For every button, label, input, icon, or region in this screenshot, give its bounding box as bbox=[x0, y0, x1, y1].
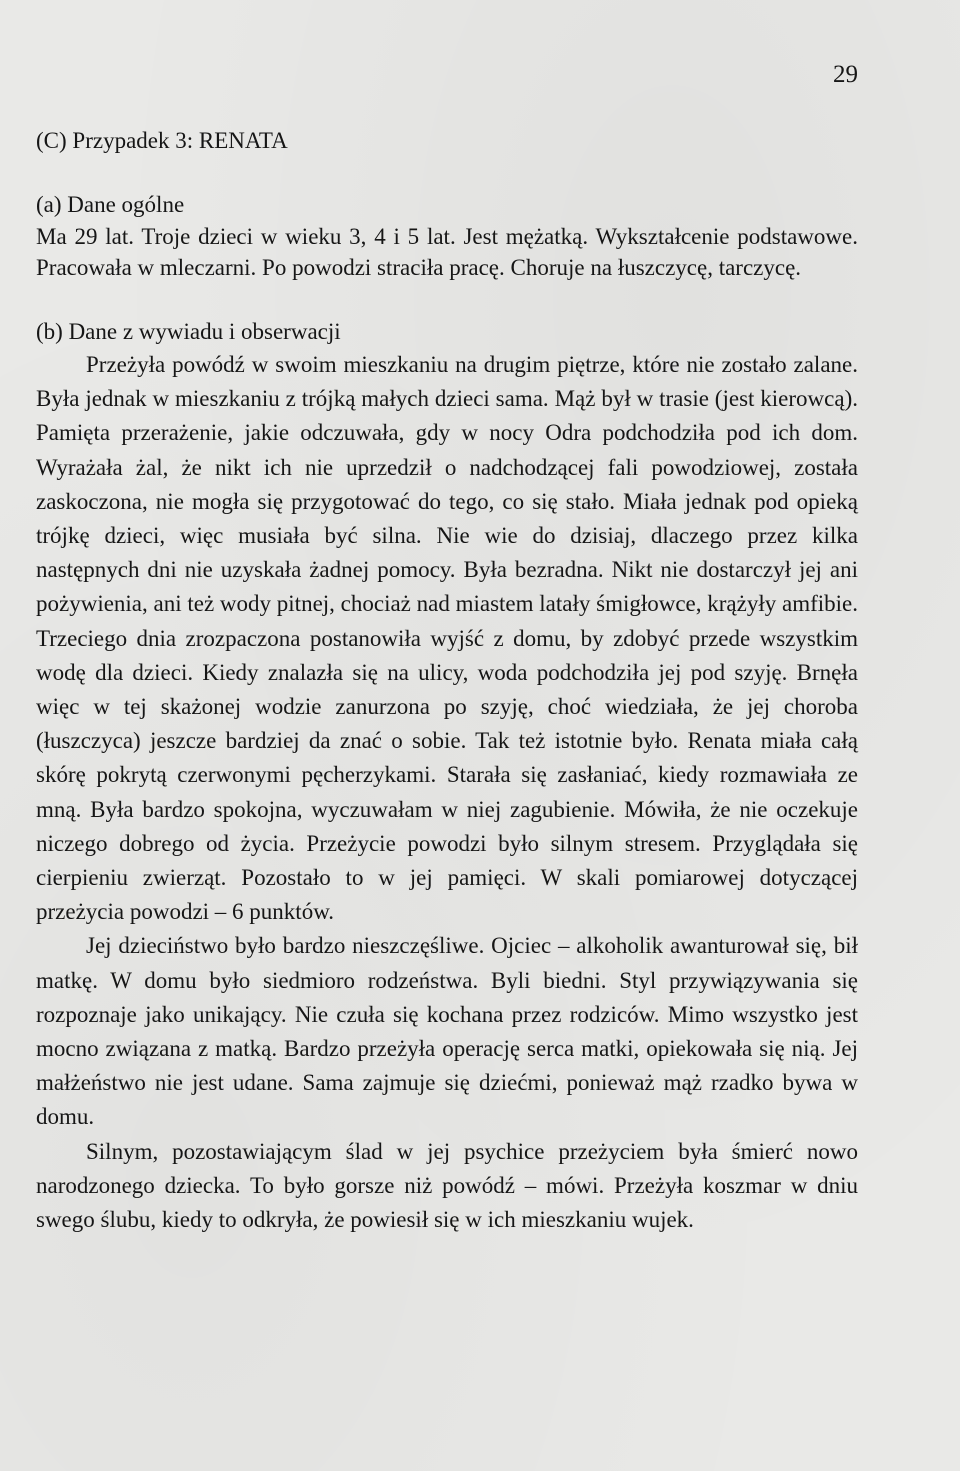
spacer bbox=[36, 284, 858, 316]
general-data-text: Ma 29 lat. Troje dzieci w wieku 3, 4 i 5 lat. Jest mężatką. Wykształcenie podstawowe. Pracowała w mleczarni. Po powodzi straciła pracę. Choruje na łuszczycę, tarczycę. bbox=[36, 223, 858, 281]
interview-paragraph-3: Silnym, pozostawiającym ślad w jej psychice przeżyciem była śmierć nowo narodzonego dziecka. To było gorsze niż powódź – mówi. Przeżyła koszmar w dniu swego ślubu, kiedy to odkryła, że powiesił się w ich mieszkaniu wujek. bbox=[36, 1138, 858, 1233]
interview-paragraph-2: Jej dzieciństwo było bardzo nieszczęśliwe. Ojciec – alkoholik awanturował się, bił matkę. W domu było siedmioro rodzeństwa. Byli biedni. Styl przywiązywania się rozpoznaje jako unikający. Nie czuła się kochana przez rodziców. Mimo wszystko jest mocno związana z matką. Bardzo przeżyła operację serca matki, opiekowała się nią. Jej małżeństwo nie jest udane. Sama zajmuje się dziećmi, ponieważ mąż rzadko bywa w domu. bbox=[36, 933, 858, 1130]
case-heading: (C) Przypadek 3: RENATA bbox=[36, 128, 288, 153]
interview-heading: (b) Dane z wywiadu i obserwacji bbox=[36, 319, 341, 345]
page-content bbox=[36, 125, 858, 1237]
general-data-heading: (a) Dane ogólne bbox=[36, 191, 185, 217]
interview-paragraph-1: Przeżyła powódź w swoim mieszkaniu na drugim piętrze, które nie zostało zalane. Była jednak w mieszkaniu z trójką małych dzieci sama. Mąż był w trasie (jest kierowcą). Pamięta przerażenie, jakie odczuwała, gdy w nocy Odra podchodziła pod ich dom. Wyrażała żal, że nikt ich nie uprzedził o nadchodzącej fali powodziowej, została zaskoczona, nie mogła się przygotować do tego, co się stało. Miała jednak pod opieką trójkę dzieci, więc musiała być silna. Nie wie do dzisiaj, dlaczego przez kilka następnych dni nie uzyskała żadnej pomocy. Była bezradna. Nikt nie dostarczył jej ani pożywienia, ani też wody pitnej, chociaż nad miastem latały śmigłowce, krążyły amfibie. Trzeciego dnia zrozpaczona postanowiła wyjść z domu, by zdobyć przede wszystkim wodę dla dzieci. Kiedy znalazła się na ulicy, woda podchodziła jej pod szyję. Brnęła więc w tej skażonej wodzie zanurzona po szyję, choć wiedziała, że jej choroba (łuszczyca) jeszcze bardziej da znać o sobie. Tak też istotnie było. Renata miała całą skórę pokrytą czerwonymi pęcherzykami. Starała się zasłaniać, kiedy rozmawiała ze mną. Była bardzo spokojna, wyczuwałam w niej zagubienie. Mówiła, że nie oczekuje niczego dobrego od życia. Przeżycie powodzi było silnym stresem. Przyglądała się cierpieniu zwierząt. Pozostało to w jej pamięci. W skali pomiarowej dotyczącej przeżycia powodzi – 6 punktów. bbox=[36, 351, 858, 925]
page-number: 29 bbox=[833, 61, 858, 88]
spacer bbox=[36, 157, 858, 189]
